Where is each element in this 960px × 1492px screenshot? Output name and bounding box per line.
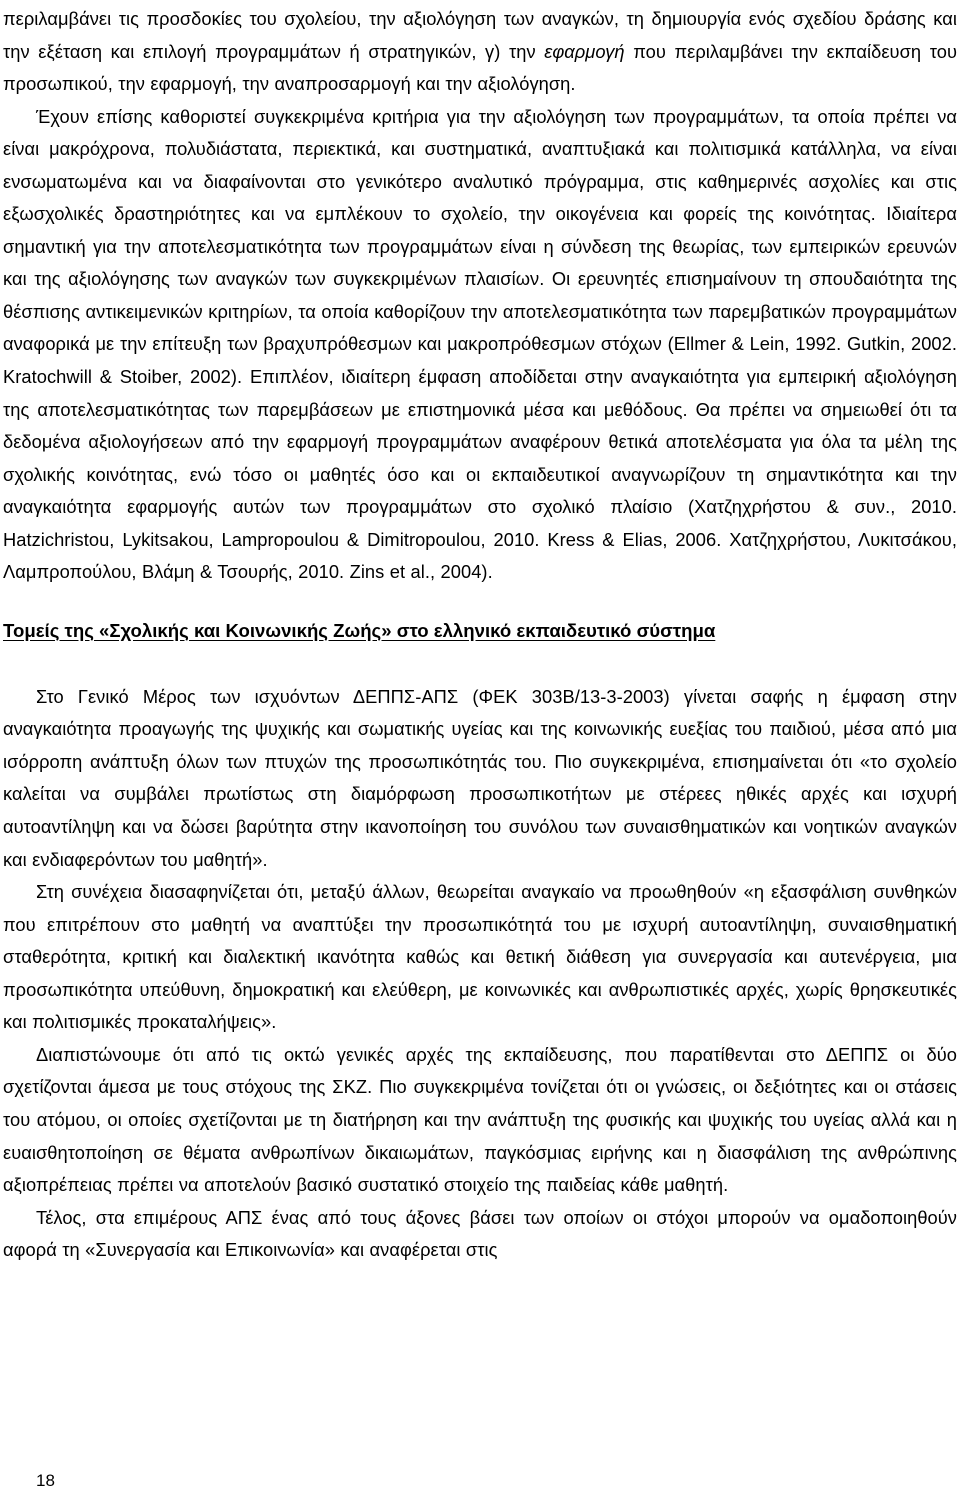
paragraph-intro-italic-term: εφαρμογή — [544, 40, 625, 62]
paragraph-general-principles: Διαπιστώνουμε ότι από τις οκτώ γενικές αρχές της εκπαίδευσης, που παρατίθενται στο ΔΕΠΠΣ οι δύο σχετίζονται άμεσα με τους στόχους της ΣΚΖ. Πιο συγκεκριμένα τονίζεται ότι οι γνώσεις, οι δεξιότητες και οι στάσεις του ατόμου, οι οποίες σχετίζονται με τη διατήρηση και την ανάπτυξη της φυσικής και ψυχικής του υγείας αλλά και η ευαισθητοποίηση σε θέματα ανθρωπίνων δικαιωμάτων, παγκόσμιας ειρήνης και η διασφάλιση της ανθρώπινης αξιοπρέπειας πρέπει να αποτελούν βασικό συστατικό στοιχείο της παιδείας κάθε μαθητή. — [3, 1043, 957, 1196]
page-number: 18 — [36, 1471, 55, 1490]
paragraph-intro-part-1: περιλαμβάνει τις προσδοκίες του σχολείου, την αξιολόγηση των αναγκών, τη δημιουργία ενός σχεδίου δράσης και την εξέταση και επιλογή προγραμμάτων ή στρατηγικών, γ) την — [3, 8, 957, 62]
paragraph-general-part: Στο Γενικό Μέρος των ισχυόντων ΔΕΠΠΣ-ΑΠΣ (ΦΕΚ 303Β/13-3-2003) γίνεται σαφής η έμφαση στην αναγκαιότητα προαγωγής της ψυχικής και σωματικής υγείας και της κοινωνικής ευεξίας του παιδιού, μέσα από μια ισόρροπη ανάπτυξη όλων των πτυχών της προσωπικότητάς του. Πιο συγκεκριμένα, επισημαίνεται ότι «το σχολείο καλείται να συμβάλει πρωτίστως στη διαμόρφωση προσωπικοτήτων με στέρεες ηθικές αρχές και ισχυρή αυτοαντίληψη και να δώσει βαρύτητα στην ικανοποίηση του συνόλου των συναισθηματικών και νοητικών αναγκών και ενδιαφερόντων του μαθητή». — [3, 685, 957, 870]
paragraph-intro — [3, 3, 957, 101]
paragraph-intro-part-3: που περιλαμβάνει την εκπαίδευση του προσωπικού, την εφαρμογή, την αναπροσαρμογή και την αξιολόγηση. — [3, 40, 957, 95]
section-heading: Τομείς της «Σχολικής και Κοινωνικής Ζωής» στο ελληνικό εκπαιδευτικό σύστημα — [3, 619, 716, 641]
paragraph-evaluation-criteria: Έχουν επίσης καθοριστεί συγκεκριμένα κριτήρια για την αξιολόγηση των προγραμμάτων, τα οποία πρέπει να είναι μακρόχρονα, πολυδιάστατα, περιεκτικά, και συστηματικά, αναπτυξιακά και πολιτισμικά κατάλληλα, να είναι ενσωματωμένα και να διαφαίνονται στο γενικότερο αναλυτικό πρόγραμμα, στις καθημερινές ασχολίες και στις εξωσχολικές δραστηριότητες και να εμπλέκουν το σχολείο, την οικογένεια και φορείς της κοινότητας. Ιδιαίτερα σημαντική για την αποτελεσματικότητα των προγραμμάτων είναι η σύνδεση της θεωρίας, των εμπειρικών ερευνών και της αξιολόγησης των αναγκών των συγκεκριμένων πλαισίων. Οι ερευνητές επισημαίνουν τη σπουδαιότητα της θέσπισης αντικειμενικών κριτηρίων, τα οποία καθορίζουν την αποτελεσματικότητα των παρεμβατικών προγραμμάτων αναφορικά με την επίτευξη των βραχυπρόθεσμων και μακροπρόθεσμων στόχων (Ellmer & Lein, 1992. Gutkin, 2002. Kratochwill & Stoiber, 2002). Επιπλέον, ιδιαίτερη έμφαση αποδίδεται στην αναγκαιότητα για εμπειρική αξιολόγηση της αποτελεσματικότητας των παρεμβάσεων με επιστημονικά μέσα και μεθόδους. Θα πρέπει να σημειωθεί ότι τα δεδομένα αξιολογήσεων από την εφαρμογή προγραμμάτων αναφέρουν θετικά αποτελέσματα για όλα τα μέλη της σχολικής κοινότητας, ενώ τόσο οι μαθητές όσο και οι εκπαιδευτικοί αναγνωρίζουν τη σημαντικότητα και την αναγκαιότητα εφαρμογής αυτών των προγραμμάτων στο σχολικό πλαίσιο (Χατζηχρήστου & συν., 2010. Hatzichristou, Lykitsakou, Lampropoulou & Dimitropoulou, 2010. Kress & Elias, 2006. Χατζηχρήστου, Λυκιτσάκου, Λαμπροπούλου, Βλάμη & Τσουρής, 2010. Zins et al., 2004). — [3, 105, 957, 583]
paragraph-continuation: Στη συνέχεια διασαφηνίζεται ότι, μεταξύ άλλων, θεωρείται αναγκαίο να προωθηθούν «η εξασφάλιση συνθηκών που επιτρέπουν στο μαθητή να αναπτύξει την προσωπικότητά του με ισχυρή αυτοαντίληψη, συναισθηματική σταθερότητα, κριτική και διαλεκτική ικανότητα καθώς και θετική διάθεση για συνεργασία και αυτενέργεια, μια προσωπικότητα υπεύθυνη, δημοκρατική και ελεύθερη, με κοινωνικές και ανθρωπιστικές αρχές, χωρίς θρησκευτικές και πολιτισμικές προκαταλήψεις». — [3, 881, 957, 1033]
paragraph-finally: Τέλος, στα επιμέρους ΑΠΣ ένας από τους άξονες βάσει των οποίων οι στόχοι μπορούν να ομαδοποιηθούν αφορά τη «Συνεργασία και Επικοινωνία» και αναφέρεται στις — [3, 1206, 957, 1261]
